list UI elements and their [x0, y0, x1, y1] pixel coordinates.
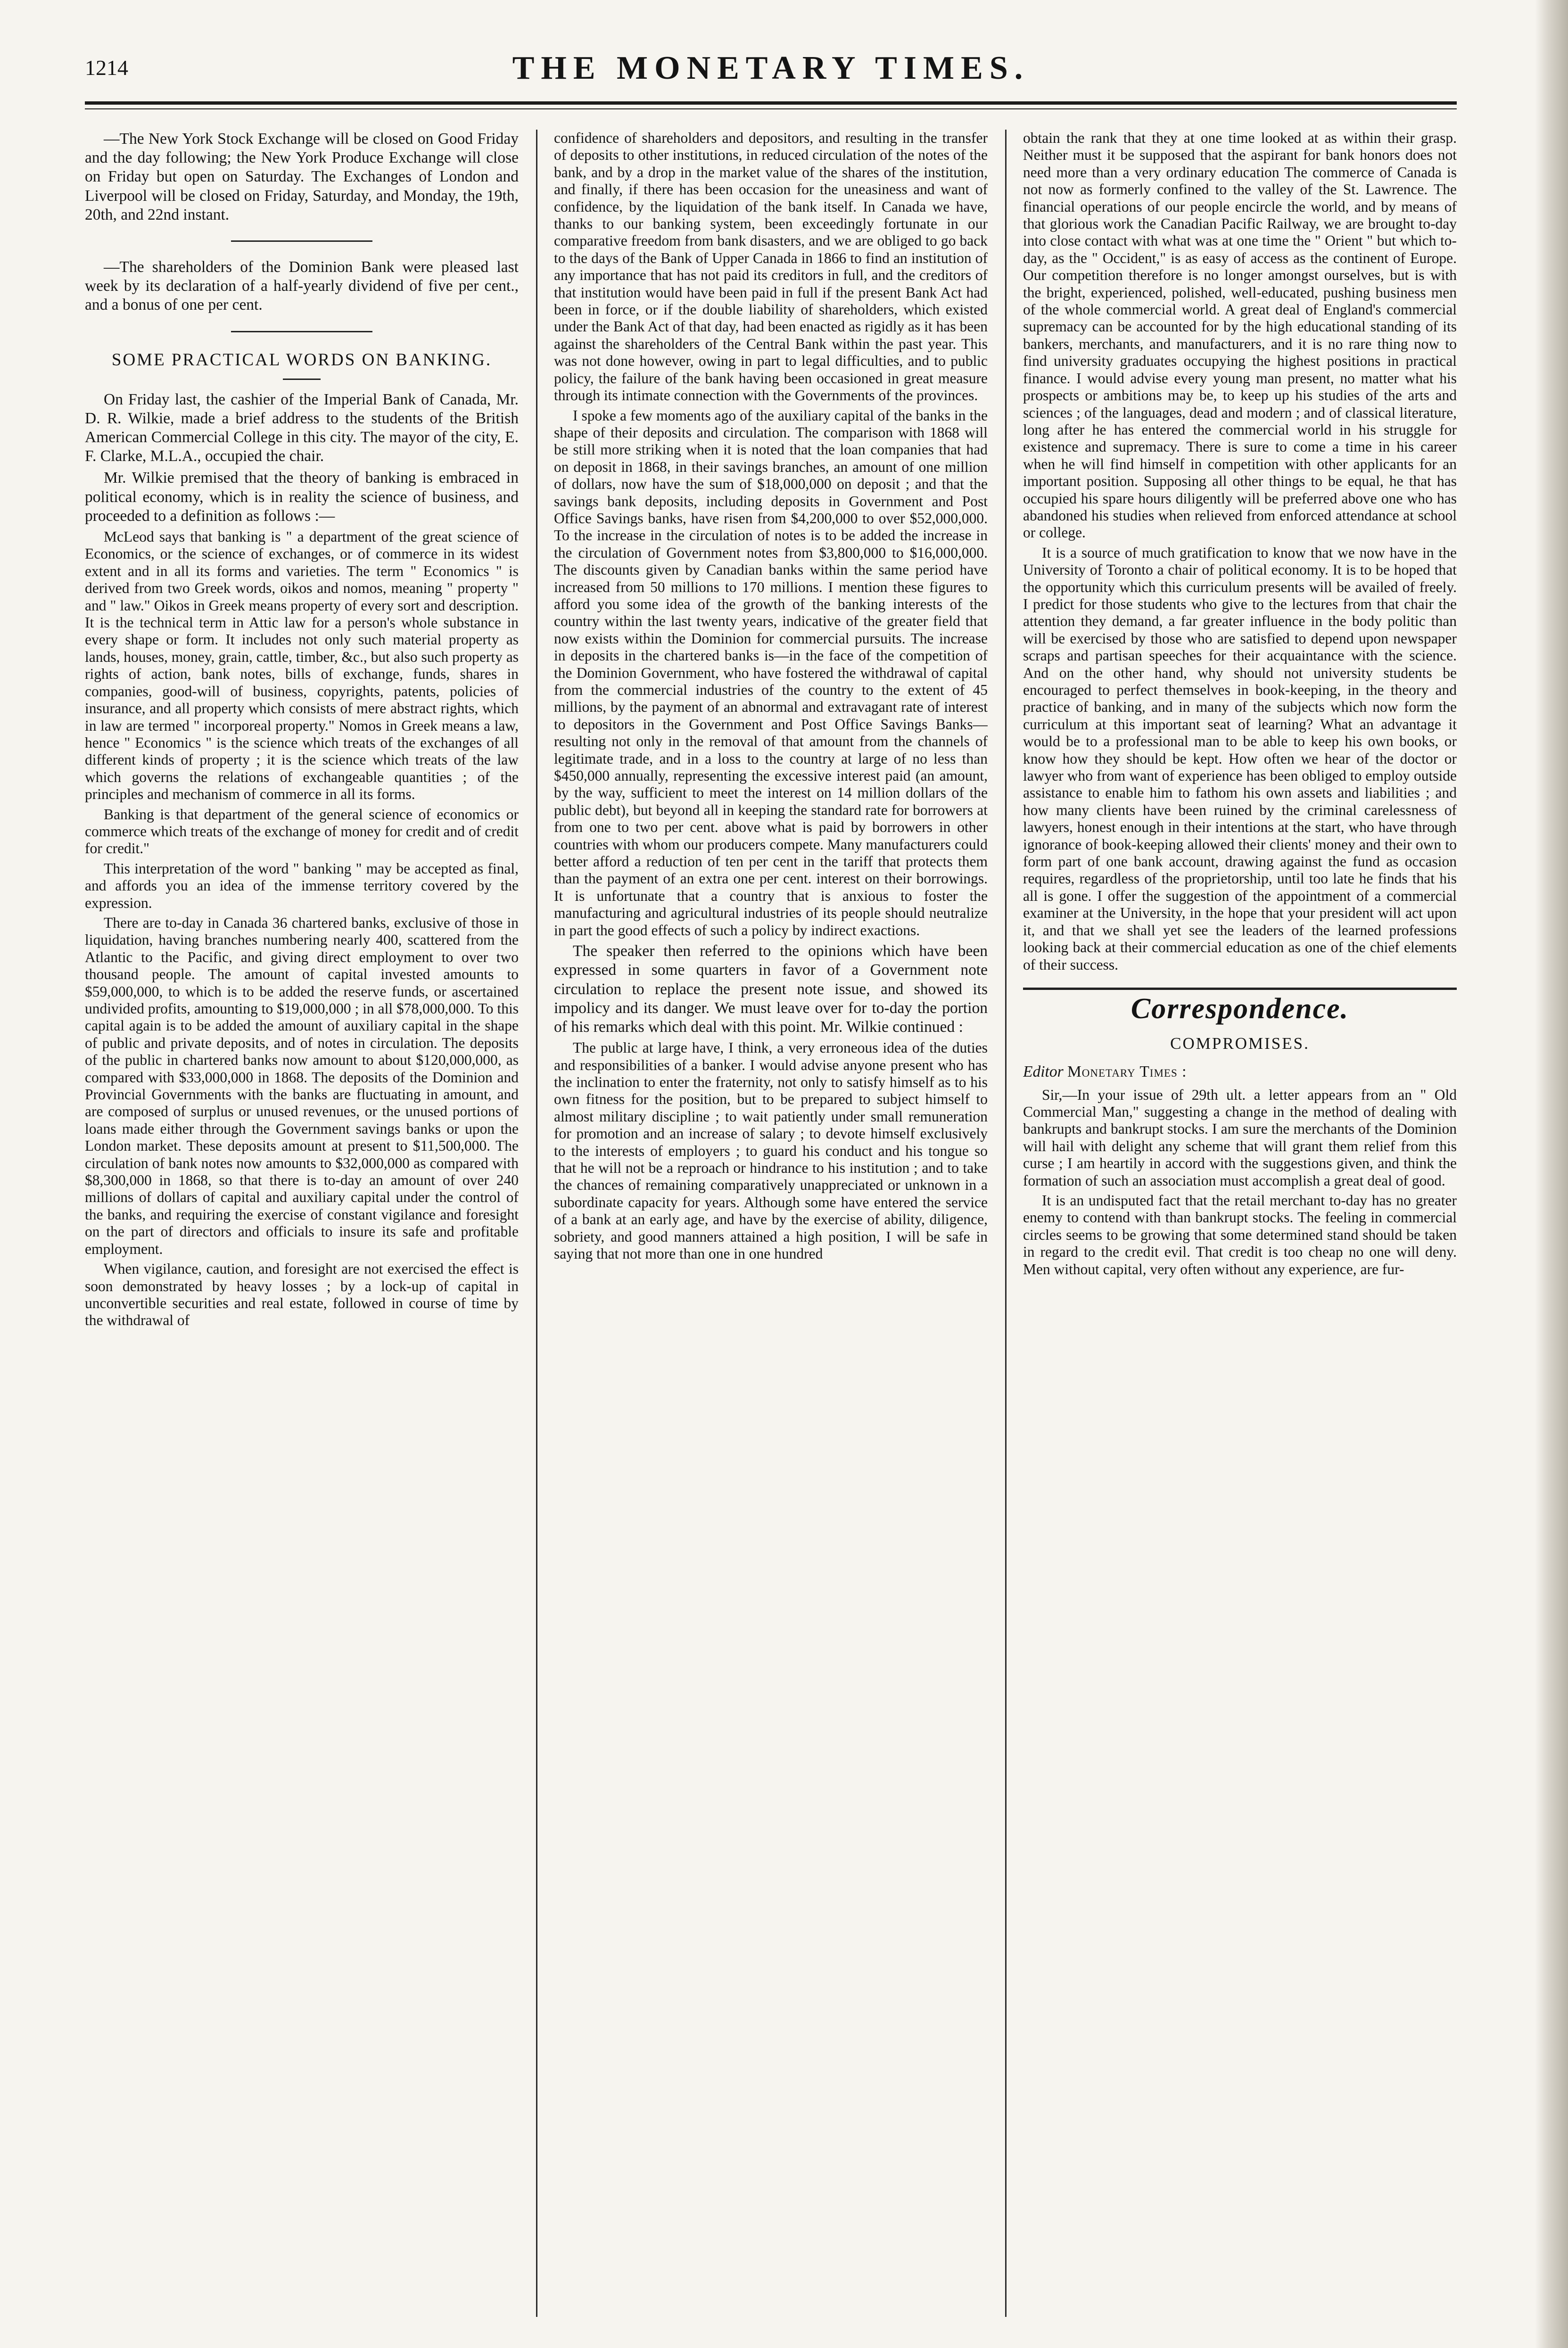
- interpretation-paragraph: This interpretation of the word " banking " may be accepted as final, and affords you an idea of the immense territory covered by the expression.: [85, 860, 519, 911]
- page-header: [85, 49, 1457, 106]
- letter-paragraph: Sir,—In your issue of 29th ult. a letter appears from an " Old Commercial Man," suggesting a change in the method of dealing with bankrupts and bankrupt stocks. I am sure the merchants of the Dominion will hail with delight any scheme that will grant them relief from this curse ; I am heartily in accord with the suggestions given, and think the formation of such an association must accomplish a great deal of good.: [1023, 1086, 1457, 1189]
- public-paragraph: The public at large have, I think, a very erroneous idea of the duties and responsibilities of a banker. I would advise anyone present who has the inclination to enter the fraternity, not only to satisfy himself as to his own fitness for the position, but to be prepared to subject himself to almost military discipline ; to wait patiently under small remuneration for promotion and an increase of salary ; to devote himself exclusively to the interests of employers ; to guard his conduct and his tongue so that he will not be a reproach or hindrance to his institution ; and to take the chances of remaining comparatively unappreciated or unknown in a subordinate capacity for years. Although some have entered the service of a bank at an early age, and have by the exercise of ability, diligence, sobriety, and good manners attained a high position, I will be safe in saying that not more than one in one hundred: [554, 1039, 988, 1262]
- page-number: 1214: [85, 56, 128, 80]
- column-2: [554, 130, 988, 2317]
- letter-paragraph: It is an undisputed fact that the retail merchant to-day has no greater enemy to contend with than bankrupt stocks. The feeling in commercial circles seems to be growing that some determined stand should be taken in regard to the credit evil. That credit is too cheap no one will deny. Men without capital, very often without any experience, are fur-: [1023, 1192, 1457, 1277]
- header-rule-thin: [85, 108, 1457, 109]
- masthead-title: THE MONETARY TIMES.: [512, 50, 1030, 86]
- heading-underline: [283, 379, 321, 380]
- continuation-paragraph: confidence of shareholders and depositors, and resulting in the transfer of deposits to other institutions, in reduced circulation of the notes of the bank, and by a drop in the market value of the shares of the institution, and finally, if there has been occasion for the uneasiness and want of confidence, by the liquidation of the bank itself. In Canada we have, thanks to our banking system, been exceedingly fortunate in our comparative freedom from bank disasters, and we are obliged to go back to the days of the Bank of Upper Canada in 1866 to find an institution of any importance that has not paid its creditors in full, and the creditors of that institution would have been paid in full if the present Bank Act had been in force, or if the double liability of shareholders, which existed under the Bank Act of that day, had been enacted as rigidly as it has been against the shareholders of the Central Bank within the past year. This was not done however, owing in part to legal difficulties, and to public policy, the failure of the bank having been occasioned in great measure through its intimate connection with the Governments of the provinces.: [554, 130, 988, 404]
- gratification-paragraph: It is a source of much gratification to know that we now have in the University of Toronto a chair of political economy. It is to be hoped that the opportunity which this curriculum presents will be availed of freely. I predict for those students who give to the lectures from that chair the attention they demand, a far greater influence in the body politic than will be exercised by those who are satisfied to depend upon newspaper scraps and partisan speeches for their acquaintance with the science. And on the other hand, why should not university students be encouraged to perfect themselves in book-keeping, in the theory and practice of banking, and in many of the subjects which now form the curriculum at this important seat of learning? What an advantage it would be to a professional man to be able to keep his own books, or know how they should be kept. How often we hear of the doctor or lawyer who from want of experience has been obliged to employ outside assistance to enable him to fathom his own assets and liabilities ; and how many clients have been ruined by the criminal carelessness of lawyers, honest enough in their intentions at the start, who have through ignorance of book-keeping allowed their clients' money and their own to form part of one bank account, drawing against the fund as occasion requires, regardless of the proprietorship, until too late he finds that his all is gone. I offer the suggestion of the appointment of a commercial examiner at the University, in the hope that your president will act upon it, and that we shall yet see the leaders of the learned professions looking back at their commercial education as one of the chief elements of their success.: [1023, 544, 1457, 973]
- speaker-paragraph: The speaker then referred to the opinions which have been expressed in some quarters in favor of a Government note circulation to replace the present note issue, and showed its impolicy and its danger. We must leave over for to-day the portion of his remarks which deal with this point. Mr. Wilkie continued :: [554, 942, 988, 1036]
- mcleod-quote: McLeod says that banking is " a department of the great science of Economics, or the science of exchanges, or of commerce in its widest extent and in all its forms and varieties. The term " Economics " is derived from two Greek words, oikos and nomos, meaning " property " and " law." Oikos in Greek means property of every sort and description. It is the technical term in Attic law for a person's whole substance in every shape or form. It includes not only such material property as lands, houses, money, grain, cattle, timber, &c., but also such property as rights of action, bank notes, bills of exchange, funds, shares in companies, good-will of business, copyrights, patents, policies of insurance, and all property which consists of mere abstract rights, which in law are termed " incorporeal property." Nomos in Greek means a law, hence " Economics " is the science which treats of the exchanges of all different kinds of property ; it is the science which treats of the law which governs the relations of exchangeable quantities ; of the principles and mechanism of commerce in all its forms.: [85, 528, 519, 803]
- column-1: [85, 130, 519, 2317]
- correspondence-title: Correspondence.: [1131, 992, 1349, 1025]
- editor-salutation: [1023, 1063, 1457, 1081]
- column-2-dense-block-2: [554, 1039, 988, 1262]
- chartered-banks-paragraph: There are to-day in Canada 36 chartered banks, exclusive of those in liquidation, having branches numbering nearly 400, scattered from the Atlantic to the Pacific, and giving direct employment to over two thousand people. The amount of capital invested amounts to $59,000,000, to which is to be added the reserve funds, or ascertained undivided profits, amounting to $19,000,000 ; in all $78,000,000. To this capital again is to be added the amount of auxiliary capital in the shape of public and private deposits, and of notes in circulation. The deposits of the public in chartered banks now amount to about $120,000,000, as compared with $33,000,000 in 1868. The deposits of the Dominion and Provincial Governments with the banks are fluctuating in amount, and are composed of surplus or unused revenues, or the unused portions of loans made either through the Government savings banks or upon the London market. These deposits amount at present to $11,500,000. The circulation of bank notes now amounts to $32,000,000 as compared with $8,300,000 in 1868, so that there is to-day an amount of over 240 millions of dollars of capital and auxiliary capital under the control of the banks, and requiring the exercise of constant vigilance and foresight on the part of directors and officials to insure its safe and profitable employment.: [85, 914, 519, 1257]
- column-3-dense-block: [1023, 130, 1457, 973]
- notice-dominion-bank: —The shareholders of the Dominion Bank were pleased last week by its declaration of a half-yearly dividend of five per cent., and a bonus of one per cent.: [85, 258, 519, 314]
- column-3: [1023, 130, 1457, 2317]
- quoted-definition-block: [85, 528, 519, 1329]
- page-binding-shadow: [1535, 0, 1568, 2348]
- banking-definition: Banking is that department of the general science of economics or commerce which treats of the exchange of money for credit and of credit for credit.": [85, 806, 519, 857]
- vigilance-paragraph: When vigilance, caution, and foresight are not exercised the effect is soon demonstrated by heavy losses ; by a lock-up of capital in unconvertible securities and real estate, followed in course of time by the withdrawal of: [85, 1261, 519, 1329]
- section-divider: [231, 240, 372, 242]
- article-intro: On Friday last, the cashier of the Imperial Bank of Canada, Mr. D. R. Wilkie, made a brief address to the students of the British American Commercial College in this city. The mayor of the city, E. F. Clarke, M.L.A., occupied the chair.: [85, 390, 519, 465]
- column-divider: [1005, 130, 1007, 2317]
- continuation-paragraph: obtain the rank that they at one time looked at as within their grasp. Neither must it be supposed that the aspirant for bank honors does not need more than a very ordinary education The commerce of Canada is not now as formerly confined to the valley of the St. Lawrence. The financial operations of our people encircle the world, and by means of that glorious work the Canadian Pacific Railway, we are brought to-day into close contact with what was at one time the " Orient " but which to-day, as the " Occident," is as easy of access as the continent of Europe. Our competition therefore is no longer amongst ourselves, but is with the bright, experienced, polished, well-educated, pushing business men of the whole commercial world. A great deal of England's commercial supremacy can be accounted for by the high educational standing of its bankers, merchants, and manufacturers, and it is no rare thing now to find university graduates occupying the highest positions in practical finance. I would advise every young man present, no matter what his prospects or ambitions may be, to keep up his studies of the arts and sciences ; of the languages, dead and modern ; and of classical literature, long after he has entered the commercial world in his struggle for existence and supremacy. There is sure to come a time in his career when he will find himself in competition with other applicants for an important position. Supposing all other things to be equal, he that has occupied his spare hours diligently will be preferred above one who has abandoned his studies when relieved from enforced attendance at school or college.: [1023, 130, 1457, 541]
- editor-prefix: Editor: [1023, 1063, 1064, 1081]
- section-divider: [231, 331, 372, 332]
- header-rule-thick: [85, 101, 1457, 105]
- auxiliary-capital-paragraph: I spoke a few moments ago of the auxiliary capital of the banks in the shape of their deposits and circulation. The comparison with 1868 will be still more striking when it is noted that the loan companies that had on deposit in 1868, in their savings branches, an amount of one million of dollars, now have the sum of $18,000,000 on deposit ; and that the savings bank deposits, including deposits in Government and Post Office Savings banks, have risen from $4,200,000 to over $52,000,000. To the increase in the circulation of notes is to be added the increase in the circulation of Government notes from $3,800,000 to $16,000,000. The discounts given by Canadian banks within the same period have increased from 50 millions to 170 millions. I mention these figures to afford you some idea of the growth of the banking interests of the country within the last twenty years, indicative of the greater field that now exists within the Dominion for commercial pursuits. The increase in deposits in the chartered banks is—in the face of the competition of the Dominion Government, who have fostered the withdrawal of capital from the commercial industries of the country to the extent of 45 millions, by the payment of an abnormal and extravagant rate of interest to depositors in the Government and Post Office Savings Banks—resulting not only in the removal of that amount from the channels of legitimate trade, and in a loss to the country at large of no less than $450,000 annually, representing the excessive interest paid (an amount, by the way, sufficient to meet the interest on 14 million dollars of the public debt), but beyond all in keeping the standard rate for borrowers at from one to two per cent. above what is paid by borrowers in other countries with whom our producers compete. Many manufacturers could better afford a reduction of ten per cent in the tariff that protects them than the payment of an extra one per cent. interest on their borrowings. It is unfortunate that a country that is anxious to foster the manufacturing and agricultural industries of its people should neutralize in part the good effects of such a policy by indirect exactions.: [554, 407, 988, 939]
- column-2-dense-block: [554, 130, 988, 939]
- letter-subhead: COMPROMISES.: [1170, 1034, 1310, 1053]
- column-divider: [536, 130, 537, 2317]
- letter-body: [1023, 1087, 1457, 1278]
- article-heading: SOME PRACTICAL WORDS ON BANKING.: [111, 350, 492, 370]
- article-premise: Mr. Wilkie premised that the theory of banking is embraced in political economy, which is in reality the science of business, and proceeded to a definition as follows :—: [85, 469, 519, 525]
- editor-name: Monetary Times :: [1067, 1063, 1187, 1081]
- notice-stock-exchange: —The New York Stock Exchange will be closed on Good Friday and the day following; the New York Produce Exchange will close on Friday but open on Saturday. The Exchanges of London and Liverpool will be closed on Friday, Saturday, and Monday, the 19th, 20th, and 22nd instant.: [85, 130, 519, 223]
- section-rule: [1023, 988, 1457, 990]
